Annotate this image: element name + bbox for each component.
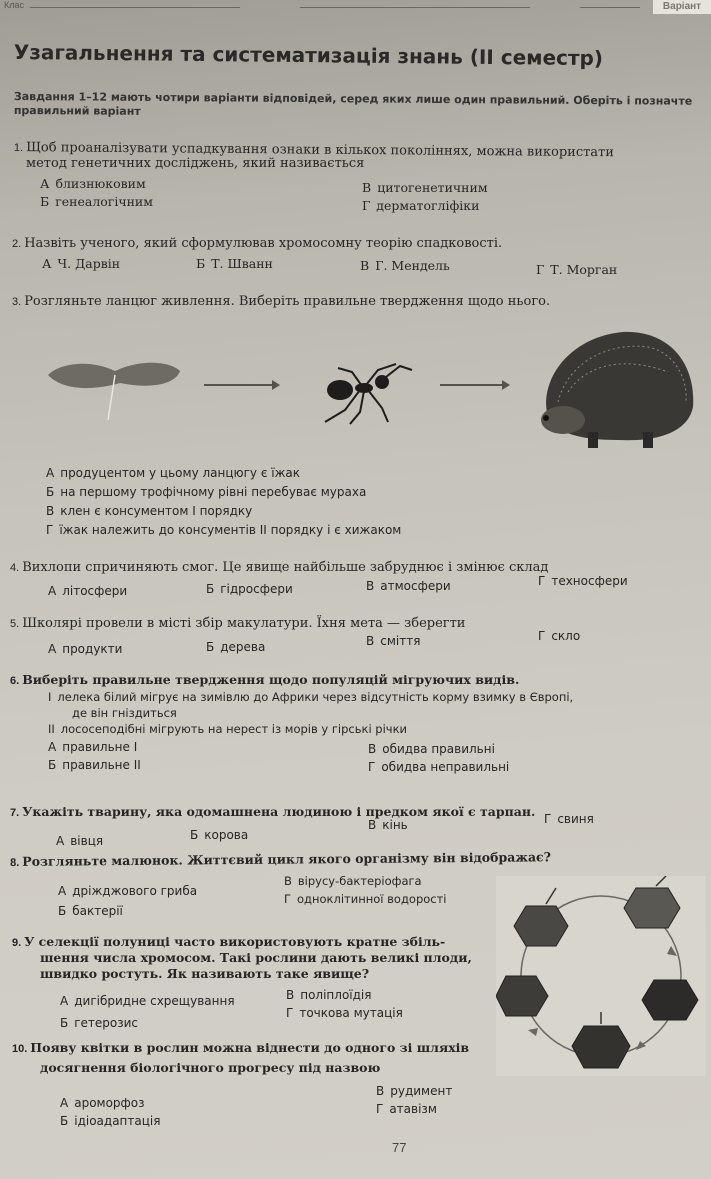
class-label: Клас [4,0,24,10]
q3-option-g[interactable]: Г їжак належить до консументів ІІ порядку і є хижаком [46,523,402,537]
instructions: Завдання 1–12 мають чотири варіанти відповідей, серед яких лише один правильний. Оберіть і позначте правильний варіант [13,90,693,118]
food-chain-arrow [204,384,274,386]
q4-option-v[interactable]: В атмосфери [366,579,451,593]
q5-option-v[interactable]: В сміття [366,634,421,648]
q7-option-g[interactable]: Г свиня [544,812,594,826]
q4-option-g[interactable]: Г техносфери [538,574,628,588]
q1-option-b[interactable]: Б генеалогічним [40,194,153,209]
maple-seed-illustration [40,345,190,425]
q2-option-g[interactable]: Г Т. Морган [536,262,618,277]
question-9: 9. У селекції полуниці часто використовують кратне збіль- [12,934,446,949]
q10-option-g[interactable]: Г атавізм [376,1102,437,1116]
q7-option-b[interactable]: Б корова [190,828,249,842]
q9-option-b[interactable]: Б гетерозис [60,1016,139,1030]
q1-option-v[interactable]: В цитогенетичним [362,180,488,195]
q6-statement-2: ІІ лососеподібні мігрують на нерест із морів у гірські річки [48,722,408,736]
question-1: 1. Щоб проаналізувати успадкування ознаки в кількох поколіннях, можна використати [13,140,615,161]
q9-option-a[interactable]: А дигібридне схрещування [60,994,235,1008]
q7-option-v[interactable]: В кінь [368,818,408,832]
q6-option-g[interactable]: Г обидва неправильні [368,760,510,774]
q6-option-v[interactable]: В обидва правильні [368,742,495,756]
q7-option-a[interactable]: А вівця [56,834,104,848]
q10-option-b[interactable]: Б ідіоадаптація [60,1114,161,1128]
food-chain-arrow [440,384,504,386]
q8-option-a[interactable]: А дріжджового гриба [58,884,198,898]
question-4: 4. Вихлопи спричиняють смог. Це явище найбільше забруднює і змінює склад [10,560,549,575]
question-2: 2. Назвіть ученого, який сформулював хромосомну теорію спадковості. [12,236,503,251]
question-10-line2: досягнення біологічного прогресу під назвою [40,1060,381,1075]
q3-option-a[interactable]: А продуцентом у цьому ланцюгу є їжак [46,466,300,480]
question-7: 7. Укажіть тварину, яка одомашнена людиною і предком якої є тарпан. [10,804,536,819]
ant-illustration [300,360,430,430]
q3-option-b[interactable]: Б на першому трофічному рівні перебуває мураха [46,485,367,499]
question-6: 6. Виберіть правильне твердження щодо популяцій мігруючих видів. [10,672,520,687]
q8-option-g[interactable]: Г одноклітинної водорості [284,892,447,906]
q6-statement-1-line2: де він гніздиться [72,706,177,720]
q4-option-b[interactable]: Б гідросфери [206,582,293,596]
q2-option-v[interactable]: В Г. Мендель [360,258,450,273]
q10-option-a[interactable]: А ароморфоз [60,1096,145,1110]
q6-option-b[interactable]: Б правильне ІІ [48,758,141,772]
q1-option-a[interactable]: А близнюковим [40,176,146,191]
q6-statement-1: І лелека білий мігрує на зимівлю до Африки через відсутність корму взимку в Європі, [48,690,574,704]
q2-option-b[interactable]: Б Т. Шванн [196,256,273,271]
q2-option-a[interactable]: А Ч. Дарвін [42,256,121,271]
q1-option-g[interactable]: Г дерматогліфіки [362,198,480,213]
page-number: 77 [392,1140,407,1155]
question-9-line2: шення числа хромосом. Такі рослини дають великі плоди, [40,950,472,965]
q9-option-g[interactable]: Г точкова мутація [286,1006,403,1020]
cell-stage [642,980,698,1020]
q8-option-b[interactable]: Б бактерії [58,904,123,918]
q3-option-v[interactable]: В клен є консументом І порядку [46,504,253,518]
hedgehog-illustration [528,322,700,452]
question-9-line3: швидко ростуть. Як називають таке явище? [40,966,370,981]
variant-label: Варіант [653,0,711,14]
q5-option-b[interactable]: Б дерева [206,640,266,654]
q8-option-v[interactable]: В вірусу-бактеріофага [284,874,422,888]
q10-option-v[interactable]: В рудимент [376,1084,453,1098]
question-8: 8. Розгляньте малюнок. Життєвий цикл якого організму він відображає? [10,849,552,869]
q5-option-a[interactable]: А продукти [48,642,123,656]
bacteriophage-life-cycle-diagram [496,876,706,1076]
q9-option-v[interactable]: В поліплоїдія [286,988,372,1002]
question-1-line2: метод генетичних досліджень, який називається [26,156,365,171]
question-3: 3. Розгляньте ланцюг живлення. Виберіть правильне твердження щодо нього. [12,294,551,309]
q5-option-g[interactable]: Г скло [538,629,581,643]
page-title: Узагальнення та систематизація знань (ІІ семестр) [13,40,604,71]
q6-option-a[interactable]: А правильне І [48,740,138,754]
question-5: 5. Школярі провели в місті збір макулатури. Їхня мета — зберегти [10,616,466,631]
question-10: 10. Появу квітки в рослин можна віднести до одного зі шляхів [12,1040,470,1055]
q4-option-a[interactable]: А літосфери [48,584,128,598]
